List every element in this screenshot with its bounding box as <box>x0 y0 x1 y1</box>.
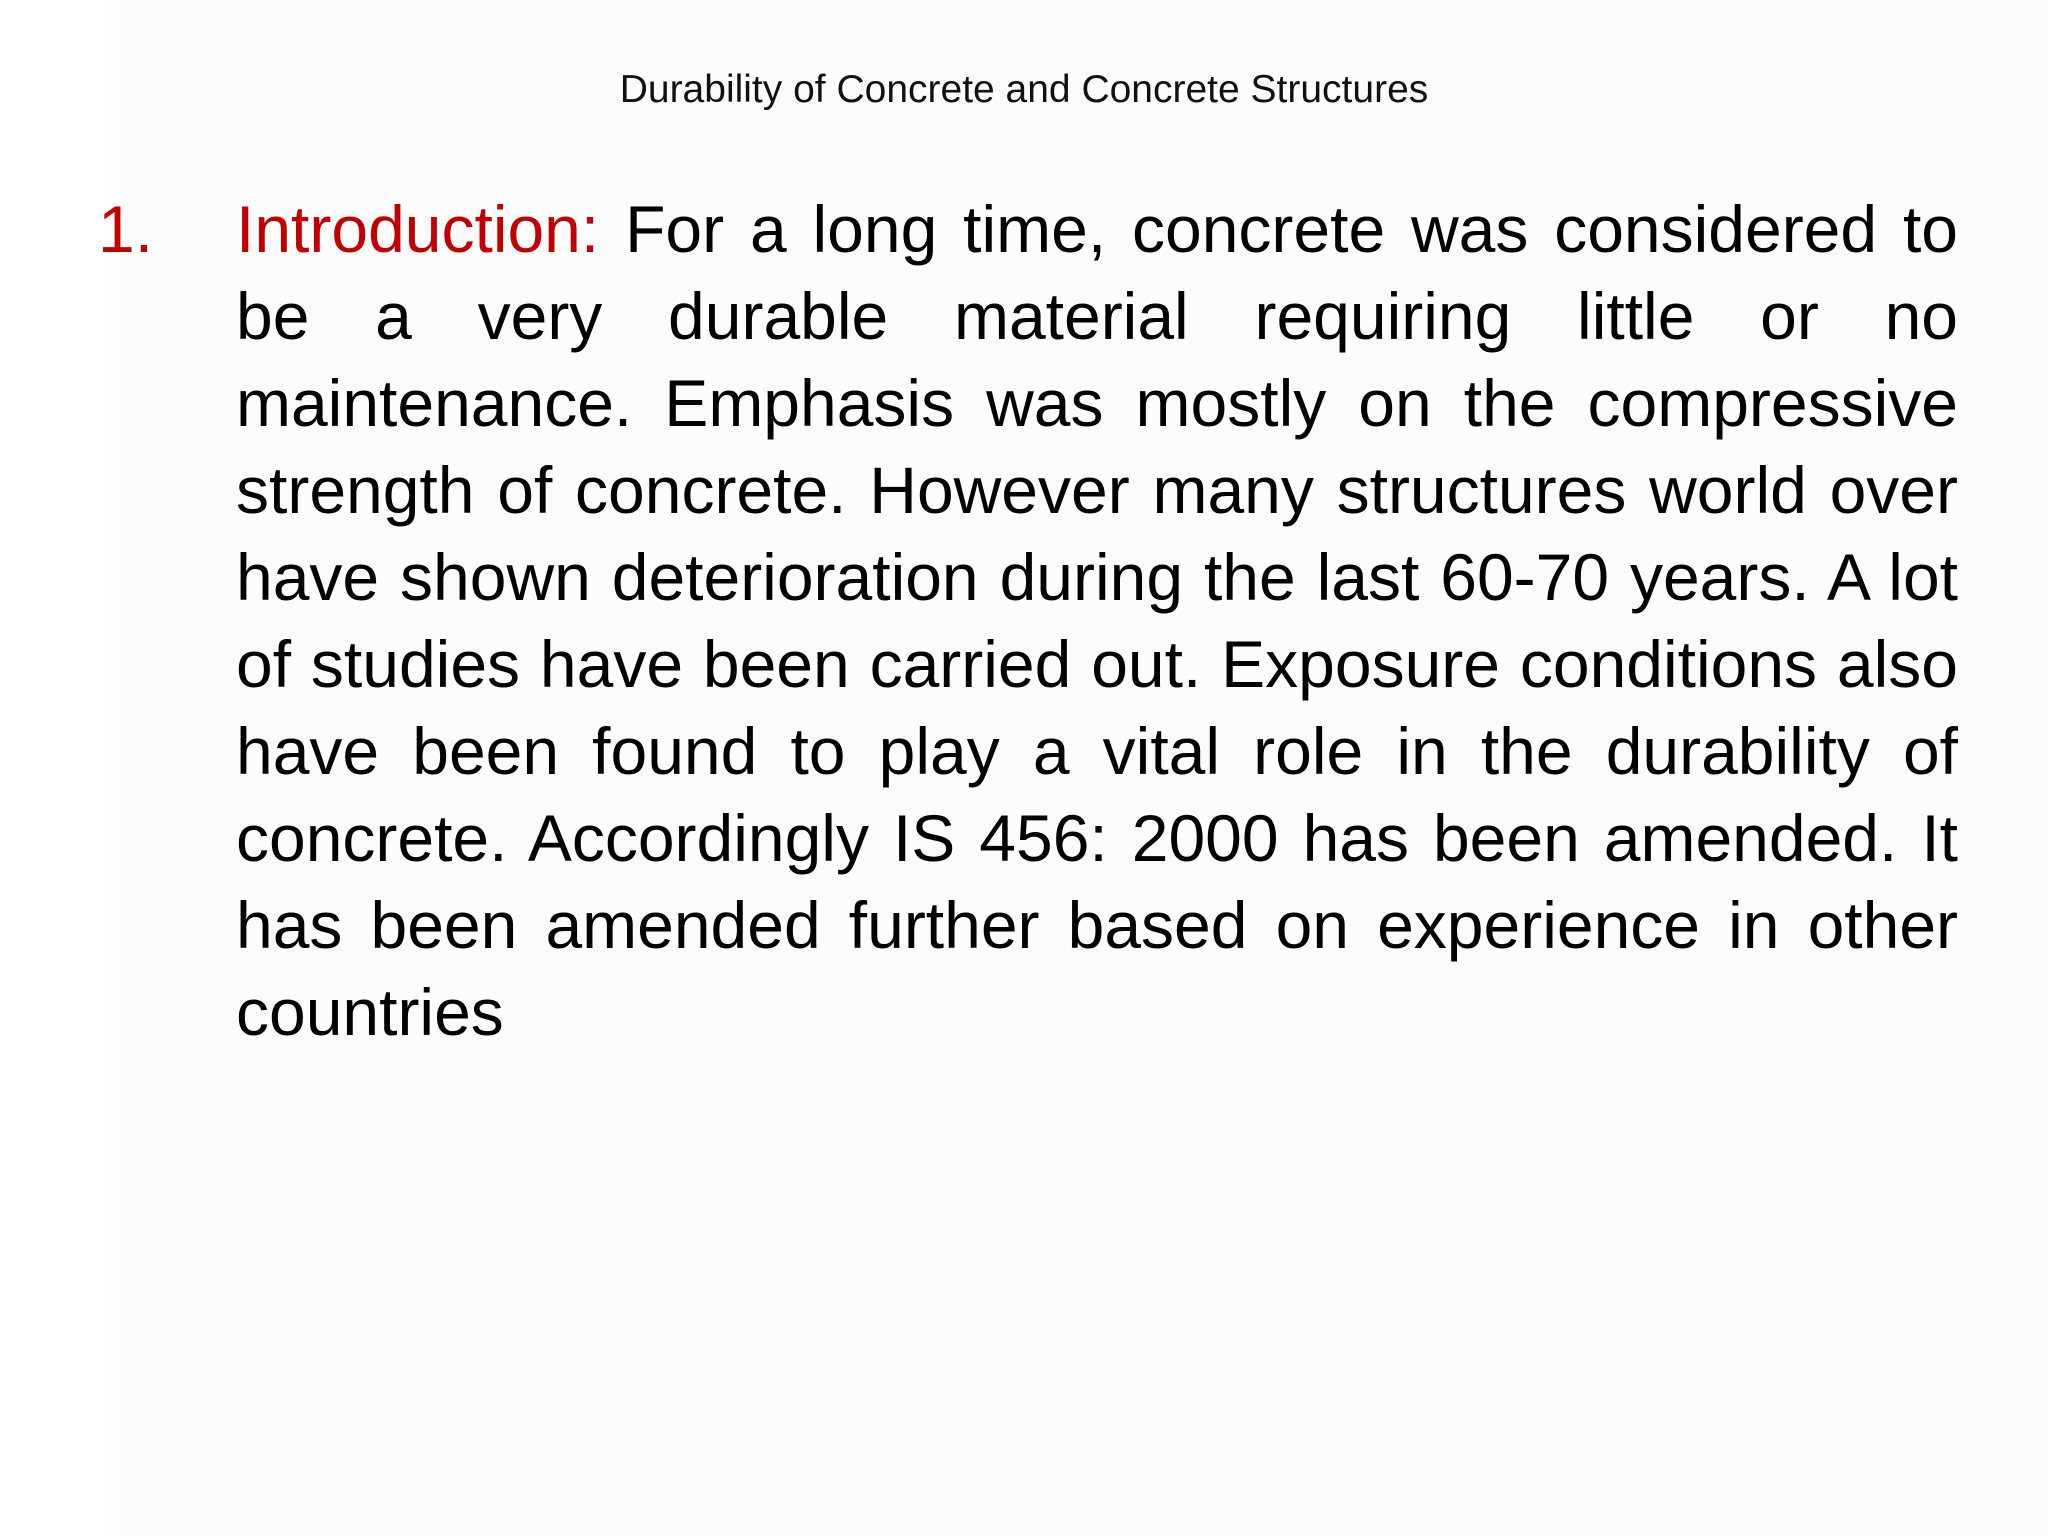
item-body-text: For a long time, concrete was considered to be a very durable material requiring little or no maintenance. Emphasis was mostly on the compressive strength of concrete. However many structures world over have shown deterioration during the last 60-70 years. A lot of studies have been carried out. Exposure conditions also have been found to play a vital role in the durability of concrete. Accordingly IS 456: 2000 has been amended. It has been amended further based on experience in other countries <box>236 192 1958 1049</box>
item-paragraph <box>236 186 1958 1056</box>
item-number: 1. <box>98 192 154 266</box>
list-item <box>98 186 1964 1126</box>
item-heading: Introduction: <box>236 192 600 266</box>
slide-header: Durability of Concrete and Concrete Structures <box>619 68 1429 111</box>
